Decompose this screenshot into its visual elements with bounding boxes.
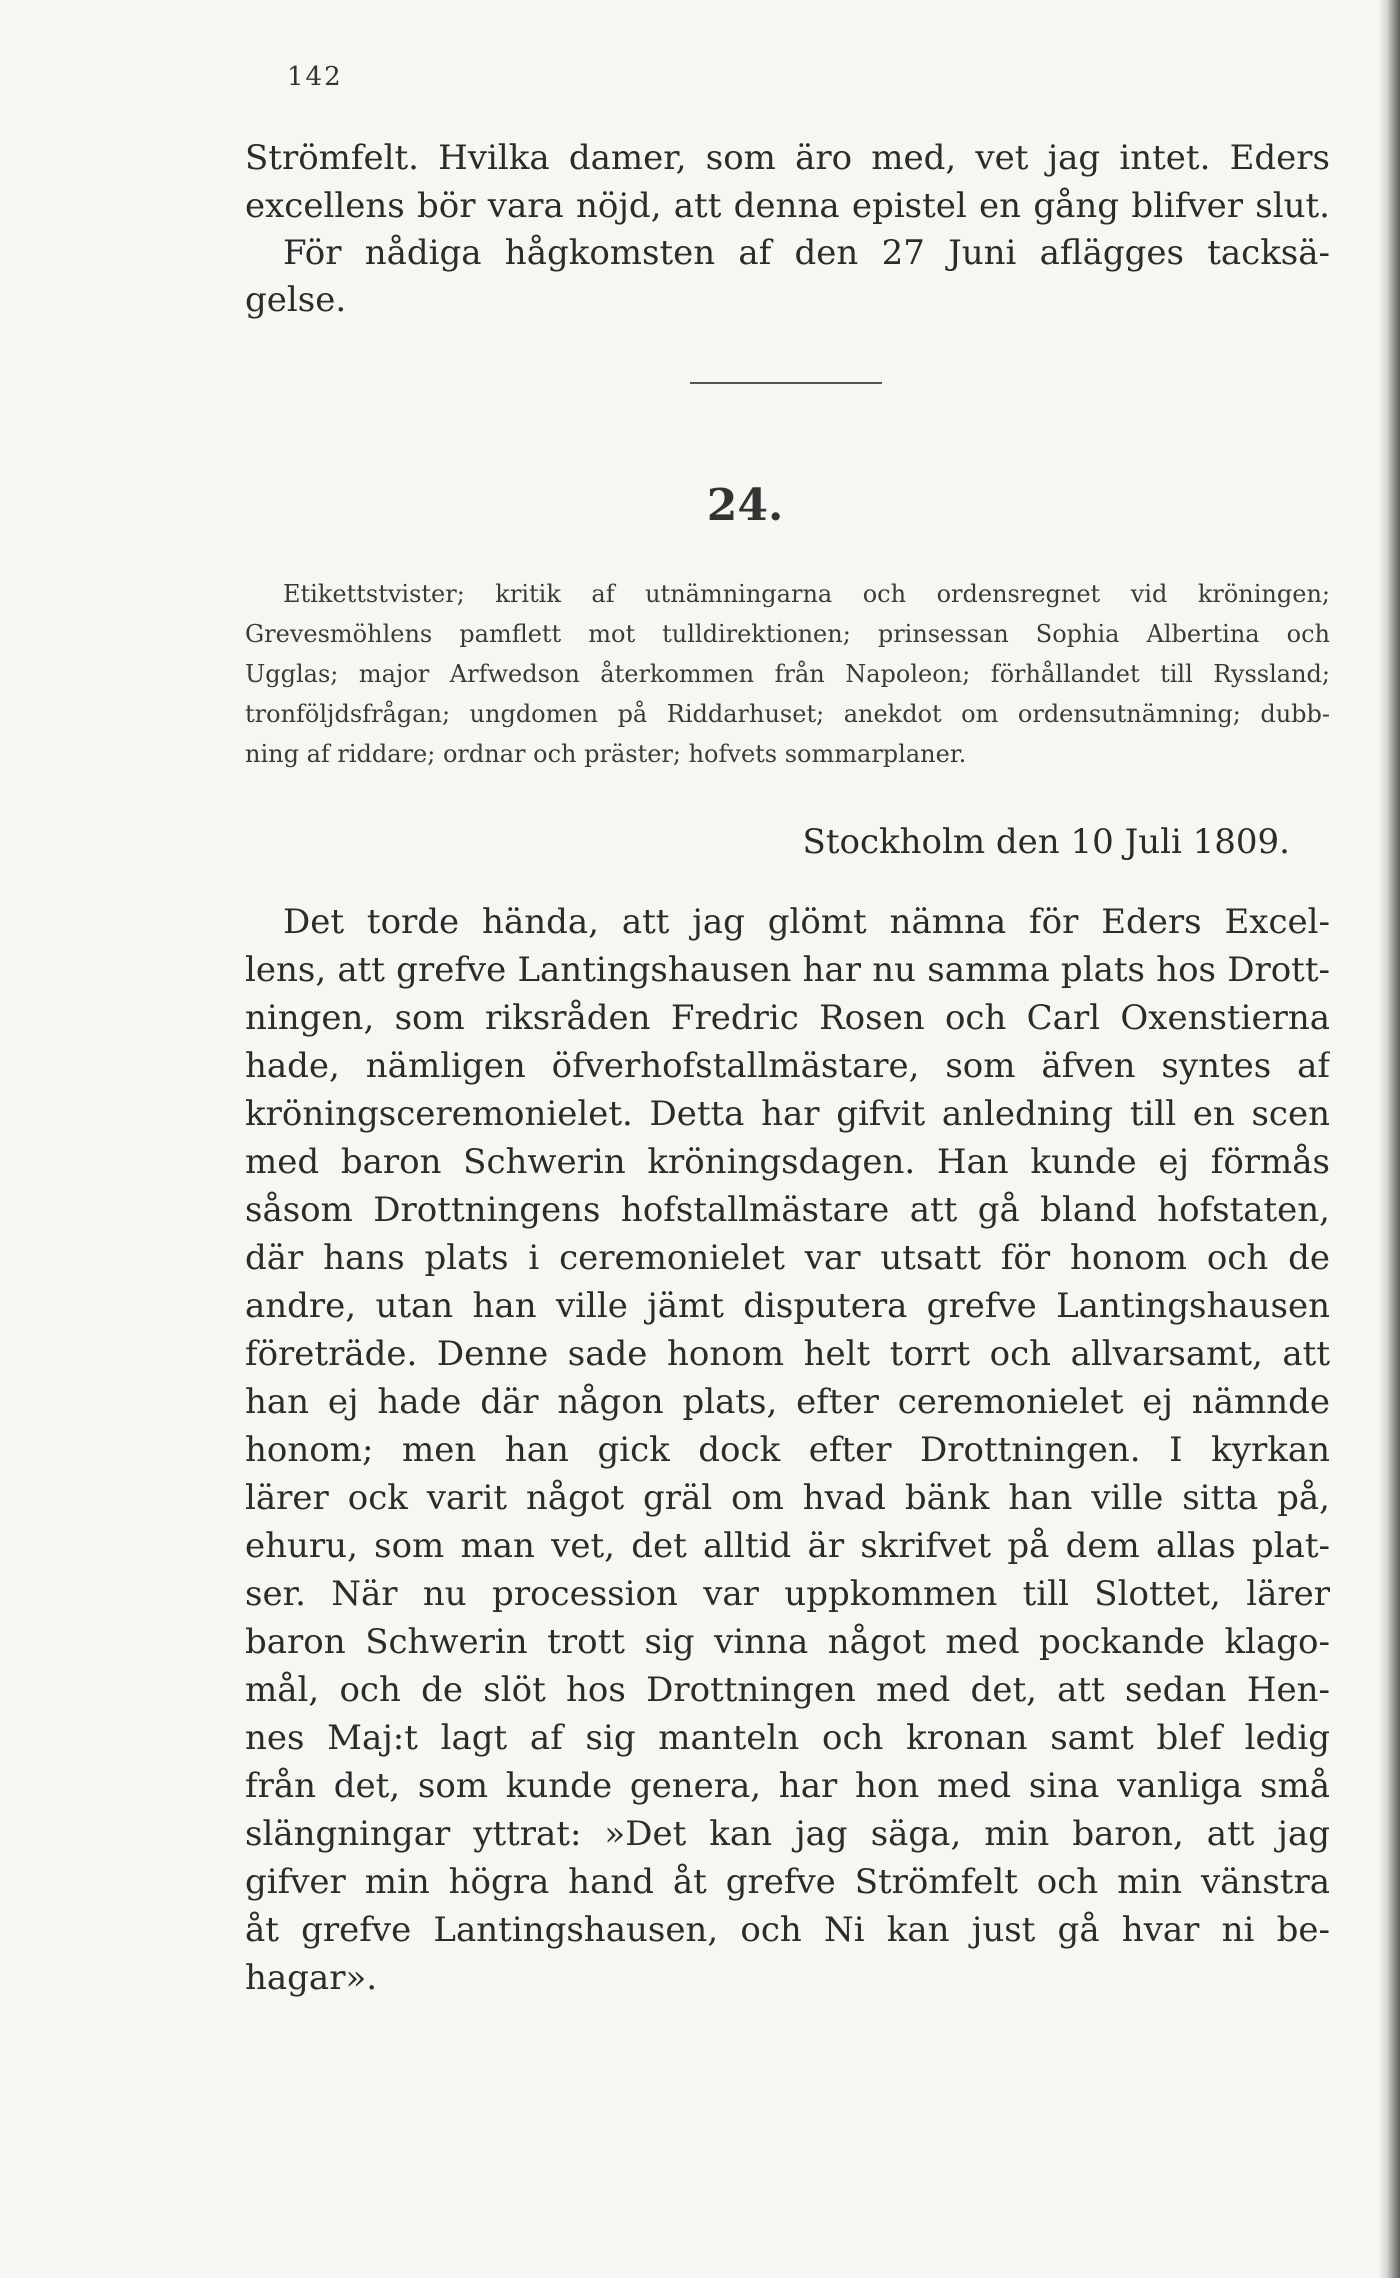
letter-line: från det, som kunde genera, har hon med sina vanliga små	[245, 1766, 1330, 1806]
letter-line: gifver min högra hand åt grefve Strömfelt och min vänstra	[245, 1862, 1330, 1902]
letter-line: nes Maj:t lagt af sig manteln och kronan samt blef ledig	[245, 1718, 1330, 1758]
summary-line: Ugglas; major Arfwedson återkommen från Napoleon; förhållandet till Ryssland;	[245, 660, 1330, 688]
letter-line: hagar».	[245, 1958, 378, 1998]
dateline: Stockholm den 10 Juli 1809.	[802, 822, 1290, 862]
page-number: 142	[287, 62, 343, 92]
letter-line: ehuru, som man vet, det alltid är skrifvet på dem allas plat-	[245, 1526, 1330, 1566]
letter-line: han ej hade där någon plats, efter ceremonielet ej nämnde	[245, 1382, 1330, 1422]
summary-line: tronföljdsfrågan; ungdomen på Riddarhuset; anekdot om ordensutnämning; dubb-	[245, 700, 1330, 728]
letter-line: hade, nämligen öfverhofstallmästare, som äfven syntes af	[245, 1046, 1330, 1086]
letter-line: Det torde hända, att jag glömt nämna för Eders Excel-	[283, 902, 1330, 942]
summary-line: Etikettstvister; kritik af utnämningarna och ordensregnet vid kröningen;	[283, 580, 1330, 608]
intro-line: excellens bör vara nöjd, att denna epistel en gång blifver slut.	[245, 186, 1330, 226]
letter-line: slängningar yttrat: »Det kan jag säga, min baron, att jag	[245, 1814, 1330, 1854]
summary-line: ning af riddare; ordnar och präster; hofvets sommarplaner.	[245, 740, 967, 768]
letter-line: mål, och de slöt hos Drottningen med det, att sedan Hen-	[245, 1670, 1330, 1710]
letter-line: såsom Drottningens hofstallmästare att gå bland hofstaten,	[245, 1190, 1330, 1230]
letter-line: kröningsceremonielet. Detta har gifvit anledning till en scen	[245, 1094, 1330, 1134]
letter-line: med baron Schwerin kröningsdagen. Han kunde ej förmås	[245, 1142, 1330, 1182]
section-number: 24.	[706, 480, 784, 531]
summary-line: Grevesmöhlens pamflett mot tulldirektionen; prinsessan Sophia Albertina och	[245, 620, 1330, 648]
letter-line: ningen, som riksråden Fredric Rosen och Carl Oxenstierna	[245, 998, 1330, 1038]
letter-line: lens, att grefve Lantingshausen har nu samma plats hos Drott-	[245, 950, 1330, 990]
letter-line: honom; men han gick dock efter Drottningen. I kyrkan	[245, 1430, 1330, 1470]
section-divider	[690, 382, 882, 384]
letter-line: baron Schwerin trott sig vinna något med pockande klago-	[245, 1622, 1330, 1662]
letter-line: företräde. Denne sade honom helt torrt och allvarsamt, att	[245, 1334, 1330, 1374]
intro-line: gelse.	[245, 280, 347, 320]
page-edge-shadow	[1378, 0, 1400, 2278]
letter-line: åt grefve Lantingshausen, och Ni kan just gå hvar ni be-	[245, 1910, 1330, 1950]
letter-line: andre, utan han ville jämt disputera grefve Lantingshausen	[245, 1286, 1330, 1326]
letter-line: lärer ock varit något gräl om hvad bänk han ville sitta på,	[245, 1478, 1330, 1518]
letter-line: ser. När nu procession var uppkommen till Slottet, lärer	[245, 1574, 1330, 1614]
letter-line: där hans plats i ceremonielet var utsatt för honom och de	[245, 1238, 1330, 1278]
intro-line: Strömfelt. Hvilka damer, som äro med, vet jag intet. Eders	[245, 138, 1330, 178]
intro-line: För nådiga hågkomsten af den 27 Juni aflägges tacksä-	[283, 233, 1330, 273]
